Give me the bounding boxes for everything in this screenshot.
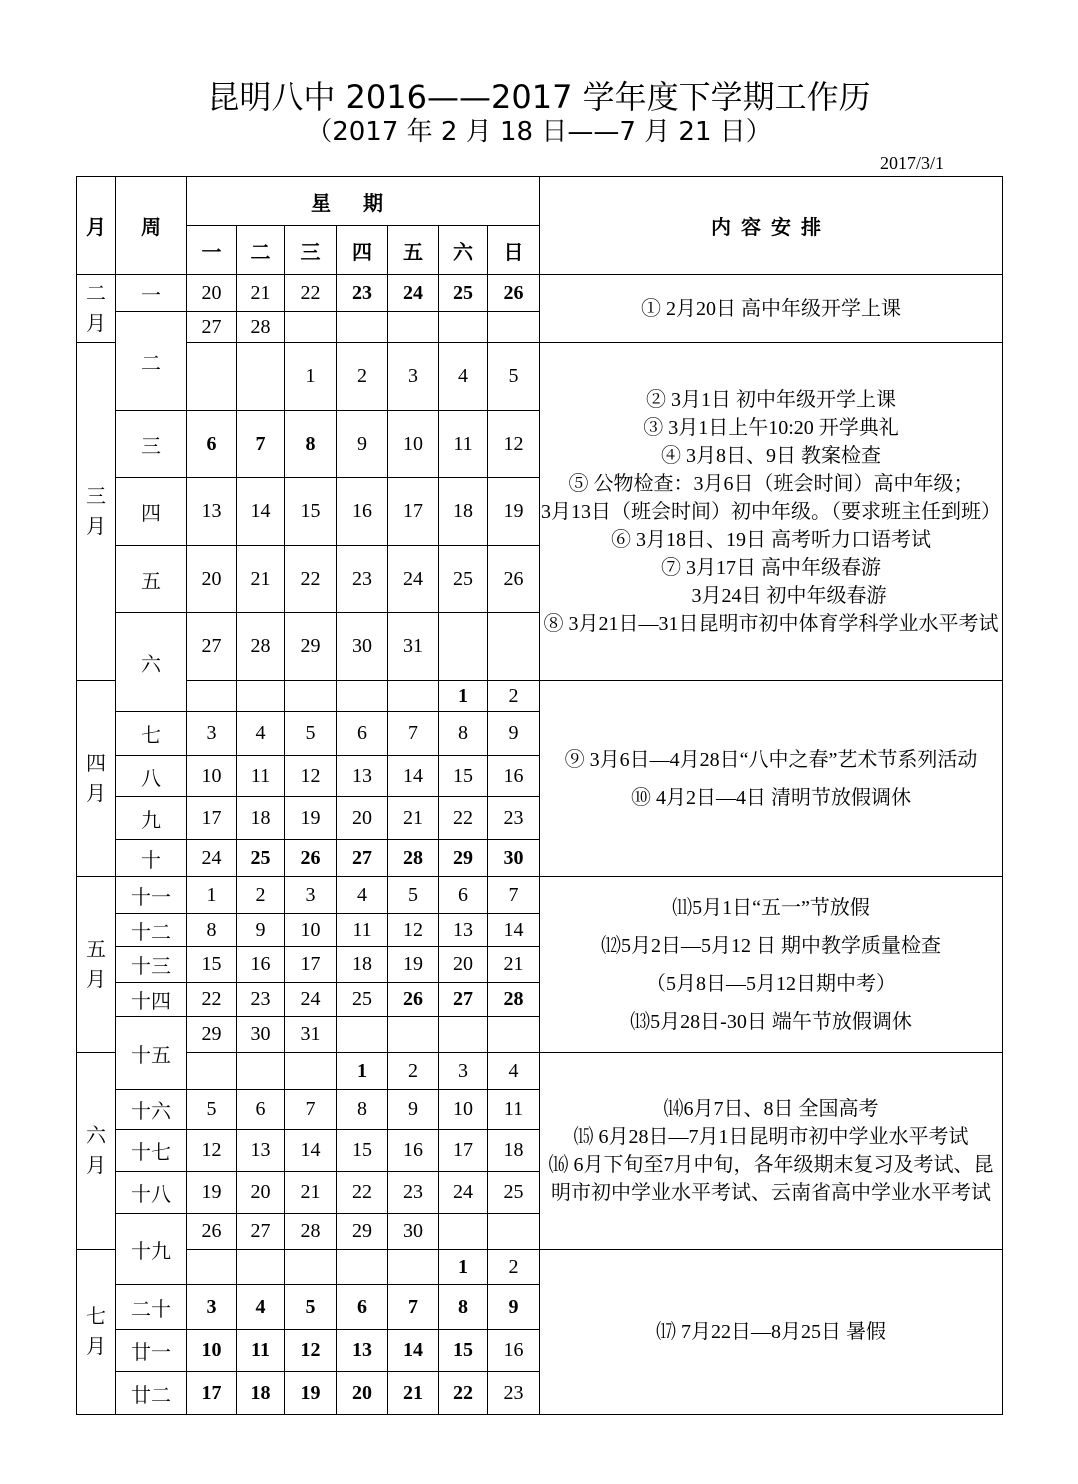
- day-cell: 28: [388, 840, 439, 877]
- day-cell: 20: [187, 546, 237, 613]
- day-cell: 2: [488, 681, 540, 712]
- day-cell: [187, 1053, 237, 1090]
- day-cell: 2: [237, 877, 285, 914]
- day-cell: 11: [439, 411, 488, 478]
- day-cell: 30: [237, 1017, 285, 1053]
- day-cell: [439, 312, 488, 343]
- event-item: 3月24日 初中年级春游: [691, 584, 887, 607]
- day-cell: 22: [187, 983, 237, 1017]
- day-cell: 18: [237, 1372, 285, 1415]
- day-cell: 8: [187, 914, 237, 947]
- week-cell: 五: [116, 546, 187, 613]
- day-cell: 12: [187, 1130, 237, 1172]
- day-cell: 22: [439, 1372, 488, 1415]
- day-cell: [187, 681, 237, 712]
- day-cell: 27: [439, 983, 488, 1017]
- day-cell: 1: [285, 343, 337, 411]
- day-cell: 10: [388, 411, 439, 478]
- day-cell: 3: [187, 712, 237, 756]
- day-cell: 16: [488, 756, 540, 797]
- day-cell: 5: [285, 1285, 337, 1330]
- event-item: ① 2月20日 高中年级开学上课: [641, 297, 901, 320]
- week-cell: 三: [116, 411, 187, 478]
- day-cell: 12: [285, 756, 337, 797]
- day-cell: [237, 681, 285, 712]
- month-cell: 五 月: [77, 877, 116, 1053]
- event-item: ⒃ 6月下旬至7月中旬，各年级期末复习及考试、昆明市初中学业水平考试、云南省高中学业水平考试: [548, 1154, 994, 1204]
- day-cell: 19: [187, 1172, 237, 1214]
- day-cell: 26: [488, 275, 540, 312]
- day-cell: 11: [237, 756, 285, 797]
- week-cell: 十四: [116, 983, 187, 1017]
- event-cell-feb: [540, 275, 1003, 343]
- week-cell: 六: [116, 613, 187, 712]
- event-cell-jul: [540, 1250, 1003, 1415]
- day-cell: 17: [388, 478, 439, 546]
- day-cell: 18: [337, 947, 388, 983]
- day-cell: [388, 681, 439, 712]
- week-cell: 十七: [116, 1130, 187, 1172]
- day-cell: 19: [388, 947, 439, 983]
- day-cell: [488, 1214, 540, 1250]
- day-cell: 16: [237, 947, 285, 983]
- day-cell: 30: [337, 613, 388, 681]
- header-content: 内容安排: [540, 177, 1003, 275]
- day-cell: 22: [439, 797, 488, 840]
- document-date: 2017/3/1: [879, 153, 944, 173]
- event-item: 3月13日（班会时间）初中年级。（要求班主任到班）: [541, 500, 1001, 523]
- day-cell: 17: [187, 1372, 237, 1415]
- day-cell: [285, 1250, 337, 1285]
- day-cell: 14: [237, 478, 285, 546]
- day-cell: [285, 1053, 337, 1090]
- event-item: ⑿5月2日—5月12 日 期中教学质量检查: [601, 934, 941, 957]
- day-cell: [237, 343, 285, 411]
- day-cell: 4: [337, 877, 388, 914]
- day-cell: 22: [285, 275, 337, 312]
- day-cell: 4: [488, 1053, 540, 1090]
- calendar-row: [77, 681, 1003, 712]
- day-cell: 24: [187, 840, 237, 877]
- day-cell: 2: [388, 1053, 439, 1090]
- day-cell: 28: [285, 1214, 337, 1250]
- event-cell-may: [540, 877, 1003, 1053]
- day-cell: [285, 312, 337, 343]
- day-cell: 20: [439, 947, 488, 983]
- day-cell: 7: [237, 411, 285, 478]
- day-cell: 23: [488, 797, 540, 840]
- day-cell: 6: [439, 877, 488, 914]
- calendar-row: [77, 275, 1003, 312]
- week-cell: 八: [116, 756, 187, 797]
- day-cell: [237, 1053, 285, 1090]
- day-cell: 30: [388, 1214, 439, 1250]
- day-cell: 8: [285, 411, 337, 478]
- day-cell: 6: [337, 712, 388, 756]
- day-cell: 23: [488, 1372, 540, 1415]
- day-cell: 17: [187, 797, 237, 840]
- day-cell: 26: [285, 840, 337, 877]
- day-cell: 10: [285, 914, 337, 947]
- week-cell: 十六: [116, 1090, 187, 1130]
- day-cell: 29: [285, 613, 337, 681]
- day-cell: 26: [187, 1214, 237, 1250]
- day-cell: 23: [337, 275, 388, 312]
- day-cell: 8: [439, 1285, 488, 1330]
- day-cell: 2: [488, 1250, 540, 1285]
- day-cell: 4: [237, 712, 285, 756]
- day-cell: 21: [388, 797, 439, 840]
- day-cell: 10: [187, 756, 237, 797]
- weekday-header: 三: [285, 226, 337, 275]
- month-cell: 六 月: [77, 1053, 116, 1250]
- day-cell: [337, 312, 388, 343]
- day-cell: [337, 1017, 388, 1053]
- work-calendar-table: [76, 176, 1003, 1415]
- day-cell: 31: [285, 1017, 337, 1053]
- day-cell: [439, 1214, 488, 1250]
- day-cell: 18: [439, 478, 488, 546]
- week-cell: 四: [116, 478, 187, 546]
- day-cell: 3: [187, 1285, 237, 1330]
- day-cell: 17: [439, 1130, 488, 1172]
- day-cell: [439, 613, 488, 681]
- event-item: ② 3月1日 初中年级开学上课: [646, 388, 896, 411]
- day-cell: 26: [488, 546, 540, 613]
- day-cell: 24: [439, 1172, 488, 1214]
- header-xingqi: 星期: [187, 177, 540, 226]
- day-cell: 21: [285, 1172, 337, 1214]
- day-cell: 3: [439, 1053, 488, 1090]
- month-cell: 三 月: [77, 343, 116, 681]
- event-item: ⒁6月7日、8日 全国高考: [663, 1098, 879, 1120]
- event-item: ⑩ 4月2日—4日 清明节放假调休: [631, 786, 911, 809]
- day-cell: 1: [439, 681, 488, 712]
- day-cell: 9: [388, 1090, 439, 1130]
- day-cell: 11: [488, 1090, 540, 1130]
- day-cell: 18: [488, 1130, 540, 1172]
- day-cell: 14: [388, 1330, 439, 1372]
- event-cell-mar: [540, 343, 1003, 681]
- day-cell: [488, 312, 540, 343]
- day-cell: 24: [388, 275, 439, 312]
- week-cell: 十一: [116, 877, 187, 914]
- day-cell: 9: [237, 914, 285, 947]
- day-cell: 21: [237, 546, 285, 613]
- event-item: （5月8日—5月12日期中考）: [646, 972, 896, 995]
- day-cell: 3: [285, 877, 337, 914]
- day-cell: 19: [488, 478, 540, 546]
- event-cell-apr: [540, 681, 1003, 877]
- event-item: ⑧ 3月21日—31日昆明市初中体育学科学业水平考试: [543, 612, 999, 635]
- event-item: ⑤ 公物检查：3月6日（班会时间）高中年级；: [568, 472, 974, 495]
- day-cell: 23: [337, 546, 388, 613]
- day-cell: 20: [337, 1372, 388, 1415]
- week-cell: 十: [116, 840, 187, 877]
- page-subtitle: （2017 年 2 月 18 日——7 月 21 日）: [306, 117, 772, 147]
- day-cell: 5: [285, 712, 337, 756]
- header-week: 周: [116, 177, 187, 275]
- day-cell: 3: [388, 343, 439, 411]
- day-cell: [388, 312, 439, 343]
- day-cell: 6: [237, 1090, 285, 1130]
- day-cell: 16: [388, 1130, 439, 1172]
- day-cell: 27: [337, 840, 388, 877]
- day-cell: 25: [337, 983, 388, 1017]
- day-cell: 20: [187, 275, 237, 312]
- day-cell: 17: [285, 947, 337, 983]
- day-cell: 24: [285, 983, 337, 1017]
- day-cell: 7: [388, 712, 439, 756]
- day-cell: [187, 1250, 237, 1285]
- day-cell: 7: [388, 1285, 439, 1330]
- day-cell: 15: [439, 1330, 488, 1372]
- day-cell: 11: [337, 914, 388, 947]
- month-cell: 四 月: [77, 681, 116, 877]
- day-cell: 15: [187, 947, 237, 983]
- day-cell: 13: [439, 914, 488, 947]
- day-cell: 27: [187, 613, 237, 681]
- day-cell: 25: [237, 840, 285, 877]
- day-cell: [337, 1250, 388, 1285]
- day-cell: 24: [388, 546, 439, 613]
- day-cell: 7: [488, 877, 540, 914]
- weekday-header: 六: [439, 226, 488, 275]
- day-cell: 10: [187, 1330, 237, 1372]
- event-item: ⑥ 3月18日、19日 高考听力口语考试: [611, 528, 931, 551]
- day-cell: 5: [187, 1090, 237, 1130]
- day-cell: 13: [337, 756, 388, 797]
- day-cell: 15: [285, 478, 337, 546]
- day-cell: 27: [237, 1214, 285, 1250]
- event-item: ④ 3月8日、9日 教案检查: [661, 444, 881, 467]
- day-cell: 6: [187, 411, 237, 478]
- week-cell: 二: [116, 312, 187, 411]
- day-cell: 10: [439, 1090, 488, 1130]
- month-cell: 七 月: [77, 1250, 116, 1415]
- day-cell: [237, 1250, 285, 1285]
- calendar-row: [77, 343, 1003, 411]
- day-cell: 1: [187, 877, 237, 914]
- day-cell: [488, 613, 540, 681]
- week-cell: 十三: [116, 947, 187, 983]
- day-cell: 15: [337, 1130, 388, 1172]
- day-cell: 12: [285, 1330, 337, 1372]
- day-cell: [285, 681, 337, 712]
- day-cell: 11: [237, 1330, 285, 1372]
- day-cell: 20: [337, 797, 388, 840]
- day-cell: 18: [237, 797, 285, 840]
- day-cell: 20: [237, 1172, 285, 1214]
- day-cell: 28: [488, 983, 540, 1017]
- day-cell: 29: [439, 840, 488, 877]
- event-item: ⑨ 3月6日—4月28日“八中之春”艺术节系列活动: [564, 748, 978, 771]
- event-item: ⒀5月28日-30日 端午节放假调休: [630, 1010, 912, 1033]
- day-cell: 14: [488, 914, 540, 947]
- day-cell: 23: [237, 983, 285, 1017]
- week-cell: 九: [116, 797, 187, 840]
- day-cell: 4: [439, 343, 488, 411]
- day-cell: 21: [237, 275, 285, 312]
- weekday-header: 五: [388, 226, 439, 275]
- day-cell: 6: [337, 1285, 388, 1330]
- weekday-header: 日: [488, 226, 540, 275]
- day-cell: 27: [187, 312, 237, 343]
- day-cell: 16: [488, 1330, 540, 1372]
- day-cell: [488, 1017, 540, 1053]
- day-cell: 13: [237, 1130, 285, 1172]
- day-cell: [388, 1250, 439, 1285]
- event-cell-jun: [540, 1053, 1003, 1250]
- day-cell: 5: [488, 343, 540, 411]
- day-cell: 5: [388, 877, 439, 914]
- day-cell: 25: [439, 546, 488, 613]
- day-cell: 21: [488, 947, 540, 983]
- day-cell: 31: [388, 613, 439, 681]
- day-cell: [388, 1017, 439, 1053]
- weekday-header: 二: [237, 226, 285, 275]
- day-cell: 28: [237, 312, 285, 343]
- week-cell: 廿二: [116, 1372, 187, 1415]
- event-item: ⑾5月1日“五一”节放假: [672, 896, 870, 919]
- week-cell: 二十: [116, 1285, 187, 1330]
- week-cell: 十二: [116, 914, 187, 947]
- day-cell: 19: [285, 797, 337, 840]
- day-cell: [187, 343, 237, 411]
- day-cell: 9: [488, 712, 540, 756]
- day-cell: 29: [337, 1214, 388, 1250]
- day-cell: 2: [337, 343, 388, 411]
- week-cell: 十九: [116, 1214, 187, 1285]
- day-cell: 22: [337, 1172, 388, 1214]
- calendar-row: [77, 1053, 1003, 1090]
- day-cell: 12: [488, 411, 540, 478]
- day-cell: 15: [439, 756, 488, 797]
- calendar-row: [77, 1250, 1003, 1285]
- day-cell: 12: [388, 914, 439, 947]
- week-cell: 七: [116, 712, 187, 756]
- weekday-header: 四: [337, 226, 388, 275]
- day-cell: 4: [237, 1285, 285, 1330]
- month-cell: 二 月: [77, 275, 116, 343]
- day-cell: 28: [237, 613, 285, 681]
- header-month: 月: [77, 177, 116, 275]
- calendar-row: [77, 877, 1003, 914]
- day-cell: 13: [187, 478, 237, 546]
- day-cell: 19: [285, 1372, 337, 1415]
- day-cell: 23: [388, 1172, 439, 1214]
- day-cell: 21: [388, 1372, 439, 1415]
- day-cell: 14: [285, 1130, 337, 1172]
- day-cell: 9: [337, 411, 388, 478]
- day-cell: 8: [337, 1090, 388, 1130]
- week-cell: 十八: [116, 1172, 187, 1214]
- day-cell: 29: [187, 1017, 237, 1053]
- weekday-header: 一: [187, 226, 237, 275]
- day-cell: 13: [337, 1330, 388, 1372]
- day-cell: 16: [337, 478, 388, 546]
- event-item: ⒄ 7月22日—8月25日 暑假: [656, 1321, 886, 1343]
- day-cell: 26: [388, 983, 439, 1017]
- day-cell: 1: [439, 1250, 488, 1285]
- week-cell: 十五: [116, 1017, 187, 1090]
- day-cell: 1: [337, 1053, 388, 1090]
- event-item: ⒂ 6月28日—7月1日昆明市初中学业水平考试: [573, 1126, 969, 1148]
- day-cell: 8: [439, 712, 488, 756]
- day-cell: 9: [488, 1285, 540, 1330]
- page-title: 昆明八中 2016——2017 学年度下学期工作历: [207, 78, 871, 116]
- day-cell: [337, 681, 388, 712]
- week-cell: 廿一: [116, 1330, 187, 1372]
- day-cell: 30: [488, 840, 540, 877]
- week-cell: 一: [116, 275, 187, 312]
- day-cell: 22: [285, 546, 337, 613]
- day-cell: 7: [285, 1090, 337, 1130]
- day-cell: 25: [439, 275, 488, 312]
- event-item: ③ 3月1日上午10:20 开学典礼: [643, 416, 899, 439]
- event-item: ⑦ 3月17日 高中年级春游: [661, 556, 881, 579]
- day-cell: 25: [488, 1172, 540, 1214]
- day-cell: 14: [388, 756, 439, 797]
- day-cell: [439, 1017, 488, 1053]
